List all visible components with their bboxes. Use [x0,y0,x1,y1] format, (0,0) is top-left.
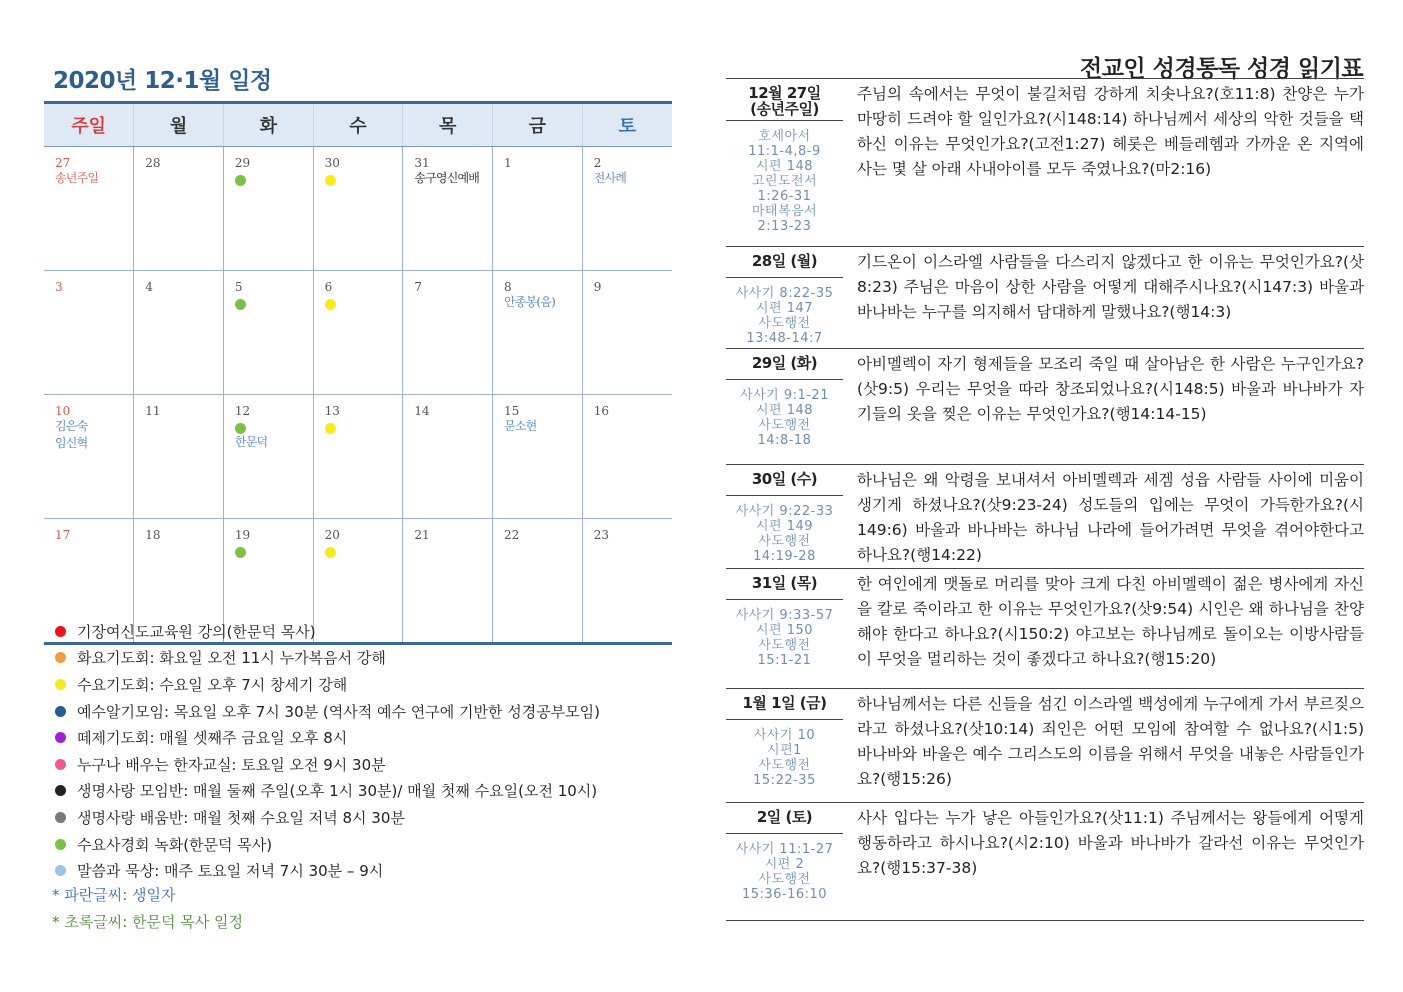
calendar-day [582,271,672,395]
reading-row [726,79,1364,247]
passage-line: 사도행전 [758,418,811,433]
calendar-day [223,395,313,519]
passage-line: 사사기 9:1-21 [740,388,829,403]
day-number: 30 [324,156,340,170]
reading-date-line: 2일 (토) [756,808,813,826]
passage-line: 시편 148 [755,159,814,174]
calendar-day [223,147,313,271]
passage-line: 사도행전 [758,316,811,331]
bullet-dot-icon [55,812,66,823]
calendar-day [223,271,313,395]
day-event: 문소현 [504,419,537,433]
passage-line: 15:1-21 [757,653,812,668]
passage-line: 시편 148 [755,403,814,418]
reading-passages [726,380,843,448]
passage-line: 호세아서 [758,129,811,144]
reading-date-cell [726,247,843,348]
reading-passages [726,121,843,234]
bullet-dot-icon [55,839,66,850]
passage-line: 사사기 9:33-57 [735,608,834,623]
passage-line: 사도행전 [758,638,811,653]
day-number: 3 [55,280,63,294]
passage-line: 2:13-23 [757,219,812,234]
day-number: 8 [504,280,512,294]
passage-line: 사도행전 [758,534,811,549]
bullet-dot-icon [55,626,66,637]
reading-passages [726,496,843,564]
reading-title: 전교인 성경통독 성경 읽기표 [1080,56,1364,82]
calendar-day [582,147,672,271]
passage-line: 사사기 9:22-33 [735,504,834,519]
yellow-dot-icon [325,299,336,310]
passage-line: 14:19-28 [753,549,816,564]
passage-line: 고린도전서 [751,174,818,189]
reading-date-cell [726,349,843,464]
green-dot-icon [235,423,246,434]
reading-date-line: 30일 (수) [751,470,818,488]
reading-passages [726,720,843,788]
reading-row [726,689,1364,803]
yellow-dot-icon [325,175,336,186]
calendar-day [134,395,224,519]
reading-date [726,247,843,278]
legend-text: 떼제기도회: 매월 셋째주 금요일 오후 8시 [77,729,348,748]
weekday-fri: 금 [493,103,583,147]
reading-questions: 주님의 속에서는 무엇이 불길처럼 강하게 치솟나요?(호11:8) 찬양은 누가 마땅히 드려야 할 일인가요?(시148:14) 하나님께서 세상의 악한 것들을 택하신 이유는 무엇인가요?(고전1:27) 헤롯은 베들레헴과 가까운 온 지역에 사는 몇 살 아래 사내아이를 모두 죽였나요?(마2:16) [857,85,1364,178]
passage-line: 시편1 [767,743,802,758]
day-number: 13 [324,404,340,418]
legend-item [55,698,600,725]
legend-item [55,671,600,698]
day-number: 12 [234,404,251,418]
day-number: 20 [324,528,340,542]
reading-questions: 기드온이 이스라엘 사람들을 다스리지 않겠다고 한 이유는 무엇인가요?(삿8:23) 주님은 마음이 상한 사람을 어떻게 대해주시나요?(시147:3) 바울과 바나바는 누구를 의지해서 담대하게 말했나요?(행14:3) [857,253,1364,321]
calendar-week [44,395,672,519]
calendar-day [582,395,672,519]
day-number: 4 [145,280,153,294]
reading-passages [726,600,843,668]
legend-item [55,751,600,778]
bullet-dot-icon [55,865,66,876]
calendar-day [493,147,583,271]
reading-questions: 한 여인에게 맷돌로 머리를 맞아 크게 다친 아비멜렉이 젊은 병사에게 자신을 칼로 죽이라고 한 이유는 무엇인가요?(삿9:54) 시인은 왜 하나님을 찬양해야 한다고 하나요?(시150:2) 야고보는 하나님께로 돌이오는 이방사람들이 무엇을 멀리하는 것이 좋겠다고 하나요?(행15:20) [857,575,1364,668]
weekday-thu: 목 [403,103,493,147]
passage-line: 1:26-31 [757,189,812,204]
calendar-day [313,147,403,271]
yellow-dot-icon [325,423,336,434]
weekday-wed: 수 [313,103,403,147]
note-green-pastor: * 초록글씨: 한문덕 목사 일정 [52,913,244,931]
legend-text: 기장여신도교육원 강의(한문덕 목사) [77,622,316,641]
passage-line: 11:1-4,8-9 [748,144,821,159]
legend-item [55,618,600,645]
reading-date-cell [726,79,843,246]
legend-text: 생명사랑 배움반: 매월 첫째 수요일 저녁 8시 30분 [77,808,405,827]
reading-questions: 사사 입다는 누가 낳은 아들인가요?(삿11:1) 주님께서는 왕들에게 어떻게 행동하라고 하시나요?(시2:10) 바울과 바나바가 갈라선 이유는 무엇인가요?(행15:37-38) [857,809,1364,877]
reading-date-cell [726,689,843,802]
day-number: 14 [414,404,430,418]
calendar-day [493,395,583,519]
passage-line: 시편 150 [755,623,814,638]
reading-row [726,465,1364,569]
calendar-day [313,395,403,519]
calendar-day [134,147,224,271]
reading-date-line: 29일 (화) [751,354,818,372]
passage-line: 15:22-35 [753,773,816,788]
legend-text: 수요기도회: 수요일 오후 7시 창세기 강해 [77,675,348,694]
green-dot-icon [235,175,246,186]
passage-line: 14:8-18 [757,433,812,448]
passage-line: 사사기 11:1-27 [735,842,834,857]
schedule-legend [55,618,600,884]
green-dot-icon [235,299,246,310]
bullet-dot-icon [55,679,66,690]
day-number: 15 [504,404,520,418]
reading-date-cell [726,465,843,568]
legend-text: 생명사랑 모임반: 매월 둘째 주일(오후 1시 30분)/ 매월 첫째 수요일(오전 10시) [77,782,598,801]
day-number: 5 [234,280,243,294]
reading-date-line: 12월 27일 [748,84,821,102]
weekday-tue: 화 [223,103,313,147]
reading-date [726,79,843,121]
day-number: 29 [234,156,251,170]
weekday-mon: 월 [134,103,224,147]
day-number: 7 [414,280,422,294]
legend-text: 누구나 배우는 한자교실: 토요일 오전 9시 30분 [77,755,386,774]
day-number: 6 [324,280,333,294]
reading-row [726,803,1364,921]
day-number: 10 [55,404,71,418]
day-event: 송년주일 [55,171,99,185]
reading-passages [726,834,843,902]
day-number: 11 [145,404,161,418]
calendar-day [493,271,583,395]
reading-questions: 하나님은 왜 악령을 보내셔서 아비멜렉과 세겜 성읍 사람들 사이에 미움이 생기게 하셨나요?(삿9:23-24) 성도들의 입에는 무엇이 가득한가요?(시149:6) 바울과 바나바는 하나님 나라에 들어가려면 무엇을 겪어야한다고 하나요?(행14:22) [857,471,1364,564]
reading-row [726,569,1364,689]
calendar-title: 2020년 12·1월 일정 [53,68,272,94]
day-event: 안종봉(음) [504,295,555,309]
legend-text: 수요사경회 녹화(한문덕 목사) [77,835,273,854]
reading-date [726,689,843,720]
legend-text: 화요기도회: 화요일 오전 11시 누가복음서 강해 [77,649,386,668]
bullet-dot-icon [55,706,66,717]
passage-line: 13:48-14:7 [746,331,823,346]
day-number: 28 [145,156,161,170]
calendar-grid [44,101,672,645]
legend-text: 말씀과 묵상: 매주 토요일 저녁 7시 30분 – 9시 [77,862,384,881]
bullet-dot-icon [55,785,66,796]
passage-line: 15:36-16:10 [741,887,828,902]
legend-item [55,804,600,831]
day-number: 31 [414,156,430,170]
calendar-day [403,271,493,395]
passage-line: 사도행전 [758,872,811,887]
reading-questions: 하나님께서는 다른 신들을 섬긴 이스라엘 백성에게 누구에게 가서 부르짖으라고 하셨나요?(삿10:14) 죄인은 어떤 모임에 참여할 수 없나요?(시1:5) 바나바와 바울은 예수 그리스도의 이름을 위해서 무엇을 내놓은 사람들인가요?(행15:26) [857,695,1364,788]
calendar-day [403,395,493,519]
weekday-sun: 주일 [44,103,134,147]
bullet-dot-icon [55,732,66,743]
day-number: 17 [55,528,71,542]
day-event: 전사례 [593,171,627,185]
legend-item [55,857,600,884]
legend-text: 예수알기모임: 목요일 오후 7시 30분 (역사적 예수 연구에 기반한 성경공부모임) [77,702,601,721]
day-number: 16 [593,404,609,418]
passage-line: 사도행전 [758,758,811,773]
day-number: 21 [414,528,430,542]
legend-item [55,724,600,751]
reading-date-line: (송년주일) [750,100,819,118]
green-dot-icon [235,547,246,558]
day-number: 19 [234,528,251,542]
reading-date-line: 28일 (월) [751,252,818,270]
legend-item [55,778,600,805]
reading-date [726,465,843,496]
legend-item [55,831,600,858]
reading-date-line: 1월 1일 (금) [742,694,827,712]
day-number: 2 [593,156,602,170]
yellow-dot-icon [325,547,336,558]
legend-item [55,645,600,672]
bullet-dot-icon [55,652,66,663]
day-number: 1 [504,156,512,170]
calendar-day [44,147,134,271]
reading-questions: 아비멜렉이 자기 형제들을 모조리 죽일 때 살아남은 한 사람은 누구인가요?(삿9:5) 우리는 무엇을 따라 창조되었나요?(시148:5) 바울과 바나바가 자기들의 옷을 찢은 이유는 무엇인가요?(행14:14-15) [857,355,1364,423]
reading-row [726,247,1364,349]
passage-line: 사사기 10 [753,728,816,743]
reading-date-cell [726,803,843,920]
day-event: 한문덕 [234,435,268,449]
day-number: 27 [55,156,71,170]
calendar-day [403,147,493,271]
weekday-sat: 토 [582,103,672,147]
passage-line: 사사기 8:22-35 [735,286,834,301]
reading-date-line: 31일 (목) [751,574,818,592]
passage-line: 시편 2 [764,857,805,872]
calendar-day [313,271,403,395]
calendar-day [134,271,224,395]
reading-table [726,78,1364,921]
day-number: 23 [593,528,609,542]
day-event: 임신혁 [55,436,88,450]
day-event: 송구영신예배 [414,171,480,185]
reading-date [726,569,843,600]
weekday-header [44,103,672,147]
passage-line: 시편 149 [755,519,814,534]
passage-line: 시편 147 [755,301,814,316]
note-blue-birthday: * 파란글씨: 생일자 [52,886,176,904]
day-number: 18 [145,528,161,542]
calendar-day [44,395,134,519]
day-number: 9 [593,280,602,294]
day-number: 22 [504,528,520,542]
passage-line: 마태복음서 [751,204,818,219]
calendar-day [44,271,134,395]
reading-date-cell [726,569,843,688]
reading-date [726,349,843,380]
calendar-week [44,147,672,271]
calendar-week [44,271,672,395]
reading-passages [726,278,843,346]
reading-date [726,803,843,834]
day-event: 김은숙 [55,419,88,433]
bullet-dot-icon [55,759,66,770]
reading-row [726,349,1364,465]
